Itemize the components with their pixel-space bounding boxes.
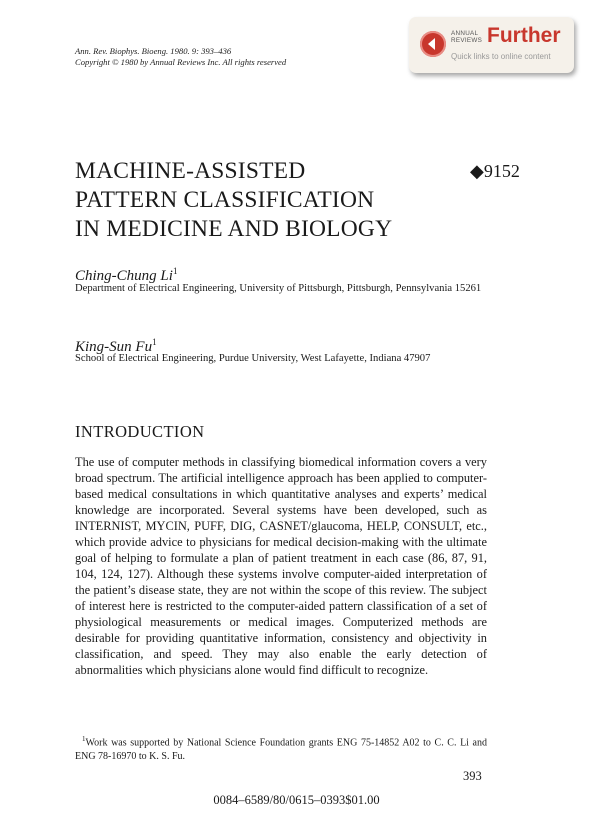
article-code: 0084–6589/80/0615–0393$01.00 (213, 793, 380, 807)
author-name-text: Ching-Chung Li (75, 268, 173, 284)
journal-citation: Ann. Rev. Biophys. Bioeng. 1980. 9: 393–436 (75, 46, 232, 56)
journal-header (75, 46, 286, 68)
title-line: IN MEDICINE AND BIOLOGY (75, 216, 393, 242)
author-affiliation: School of Electrical Engineering, Purdue University, West Lafayette, Indiana 47907 (75, 353, 431, 364)
author-affiliation: Department of Electrical Engineering, University of Pittsburgh, Pittsburgh, Pennsylvania 15261 (75, 283, 482, 294)
further-badge[interactable] (409, 17, 574, 73)
badge-annual-reviews (451, 30, 482, 44)
badge-further: Further (487, 24, 561, 47)
badge-annual: ANNUAL (451, 30, 479, 37)
badge-reviews: REVIEWS (451, 37, 483, 44)
author-footnote-mark: 1 (172, 266, 178, 276)
article-title (75, 157, 392, 244)
page-number: 393 (463, 769, 482, 783)
copyright-line: Copyright © 1980 by Annual Reviews Inc. All rights reserved (75, 57, 287, 67)
author-name-text: King-Sun Fu (75, 339, 153, 355)
section-heading: INTRODUCTION (75, 422, 205, 441)
title-line: MACHINE-ASSISTED (75, 158, 306, 184)
document-number: ◆9152 (470, 161, 520, 181)
play-arrow-icon (420, 31, 446, 57)
title-line: PATTERN CLASSIFICATION (75, 187, 375, 213)
author-footnote-mark: 1 (152, 337, 157, 347)
badge-tagline: Quick links to online content (451, 52, 551, 61)
footnote-text: Work was supported by National Science Foundation grants ENG 75-14852 A02 to C. C. Li and ENG 78-16970 to K. S. Fu. (75, 737, 487, 763)
body-paragraph: The use of computer methods in classifying biomedical information covers a very broad spectrum. The artificial intelligence approach has been applied to computer-based medical consultations in which quantitative analyses and experts’ medical knowledge are incorporated. Several systems have been developed, such as INTERNIST, MYCIN, PUFF, DIG, CASNET/glaucoma, HELP, CONSULT, etc., which provide advice to physicians for medical decision-making with the ultimate goal of helping to formulate a plan of patient treatment in each case (86, 87, 91, 104, 124, 127). Although these systems involve computer-aided interpretation of the patient’s disease state, they are not within the scope of this review. The subject of interest here is restricted to the computer-aided pattern classification of a set of physiological measurements or medical images. Computerized methods are desirable for providing quantitative information, consistency and objectivity in classification, and speed. They may also enable the early detection of abnormalities which physicians alone would find difficult to recognize. (75, 455, 487, 677)
footnote (75, 732, 487, 764)
footnote-mark: 1 (82, 735, 86, 743)
